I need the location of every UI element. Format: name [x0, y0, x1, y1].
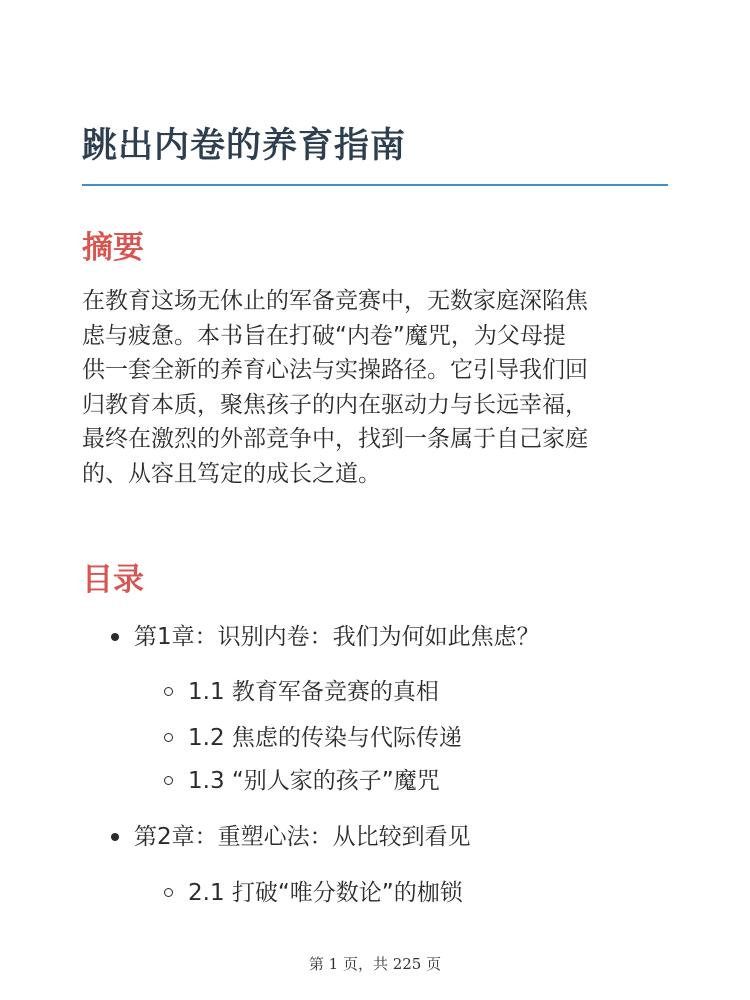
toc-section-label: 1.1 教育军备竞赛的真相: [188, 679, 439, 705]
page-number-footer: 第 1 页，共 225 页: [308, 955, 442, 973]
abstract-line: 最终在激烈的外部竞争中，找到一条属于自己家庭: [82, 426, 588, 452]
toc-section-2-1: [188, 878, 463, 908]
bullet-disc-icon: [111, 633, 119, 641]
abstract-line: 的、从容且笃定的成长之道。: [82, 460, 381, 487]
bullet-disc-icon: [111, 833, 119, 841]
abstract-line: 虑与疲惫。本书旨在打破“内卷”魔咒，为父母提: [82, 322, 566, 349]
abstract-line: 归教育本质，聚焦孩子的内在驱动力与长远幸福，: [82, 391, 588, 418]
toc-chapter-2: [134, 822, 471, 852]
bullet-circle-icon: [164, 687, 173, 696]
bullet-circle-icon: [164, 888, 173, 897]
bullet-circle-icon: [164, 776, 173, 785]
abstract-heading: 摘要: [82, 230, 144, 266]
title-divider: [82, 184, 668, 186]
toc-chapter-1: [134, 622, 540, 652]
bullet-circle-icon: [164, 733, 173, 742]
toc-section-1-2: [188, 723, 462, 753]
toc-section-label: 1.3 “别人家的孩子”魔咒: [188, 768, 440, 794]
abstract-line: 供一套全新的养育心法与实操路径。它引导我们回: [82, 357, 588, 383]
toc-section-label: 2.1 打破“唯分数论”的枷锁: [188, 880, 463, 906]
toc-section-1-1: [188, 677, 439, 707]
abstract-paragraph: [82, 284, 672, 491]
page-title: 跳出内卷的养育指南: [82, 126, 407, 166]
toc-section-1-3: [188, 766, 440, 796]
toc-chapter-label: 第2章：重塑心法：从比较到看见: [134, 824, 471, 850]
toc-heading: 目录: [82, 562, 144, 598]
toc-section-label: 1.2 焦虑的传染与代际传递: [188, 725, 462, 751]
toc-chapter-label: 第1章：识别内卷：我们为何如此焦虑？: [134, 624, 540, 650]
abstract-line: 在教育这场无休止的军备竞赛中，无数家庭深陷焦: [82, 288, 588, 314]
